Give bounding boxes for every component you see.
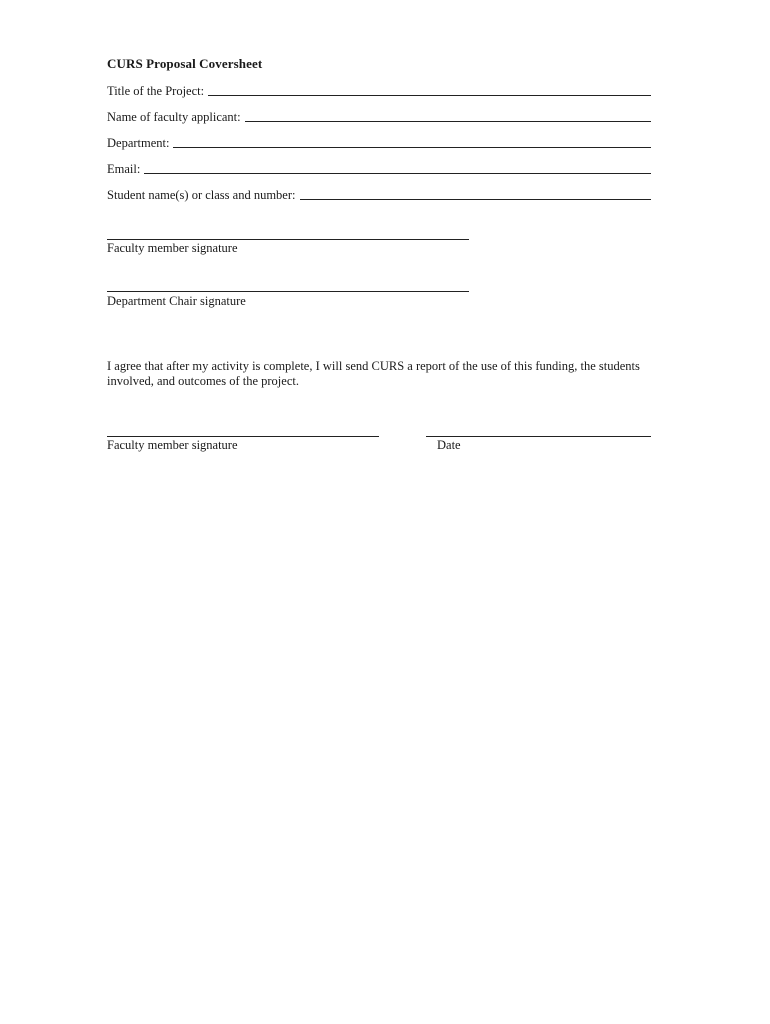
email-row bbox=[107, 158, 651, 176]
students-input[interactable] bbox=[300, 187, 652, 200]
faculty-applicant-input[interactable] bbox=[245, 109, 651, 122]
chair-signature-label: Department Chair signature bbox=[107, 294, 246, 308]
faculty-signature-line[interactable] bbox=[107, 239, 469, 240]
date-line[interactable] bbox=[426, 436, 651, 437]
agreement-text: I agree that after my activity is complete, I will send CURS a report of the use of this funding, the students involved, and outcomes of the project. bbox=[107, 359, 640, 388]
project-title-row bbox=[107, 80, 651, 98]
students-row bbox=[107, 184, 651, 202]
department-row bbox=[107, 132, 651, 150]
project-title-input[interactable] bbox=[208, 83, 651, 96]
students-label: Student name(s) or class and number: bbox=[107, 188, 296, 202]
chair-signature-line[interactable] bbox=[107, 291, 469, 292]
email-label: Email: bbox=[107, 162, 141, 176]
date-label: Date bbox=[437, 438, 461, 452]
agreement-faculty-signature-line[interactable] bbox=[107, 436, 379, 437]
faculty-signature-label: Faculty member signature bbox=[107, 241, 238, 255]
project-title-label: Title of the Project: bbox=[107, 84, 205, 98]
agreement-faculty-signature-label: Faculty member signature bbox=[107, 438, 238, 452]
email-input[interactable] bbox=[144, 161, 651, 174]
department-input[interactable] bbox=[173, 135, 651, 148]
department-label: Department: bbox=[107, 136, 170, 150]
faculty-applicant-label: Name of faculty applicant: bbox=[107, 110, 241, 124]
document-title: CURS Proposal Coversheet bbox=[107, 56, 263, 71]
faculty-applicant-row bbox=[107, 106, 651, 124]
